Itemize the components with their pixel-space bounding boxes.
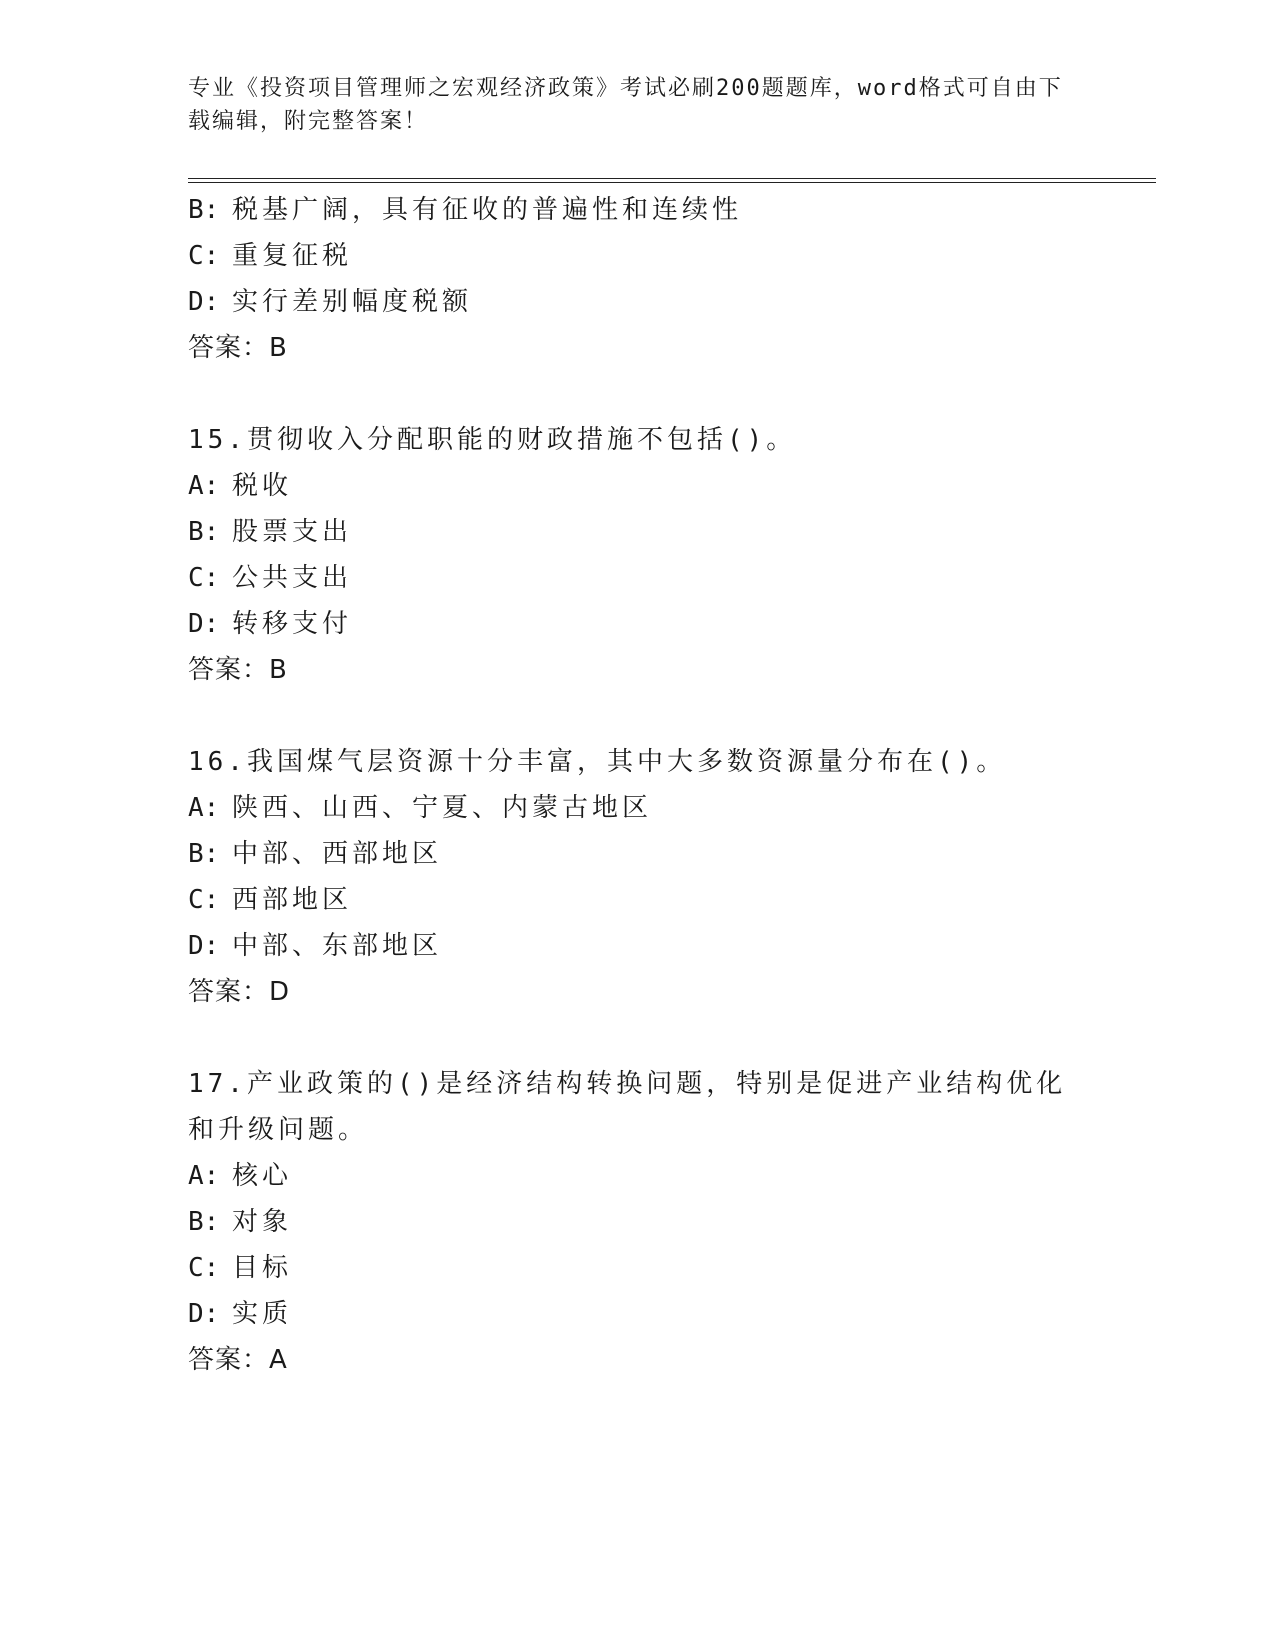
- option-letter: C:: [188, 563, 220, 593]
- option-text: 重复征税: [232, 241, 353, 271]
- option-d: [188, 601, 1088, 647]
- option-c: [188, 1245, 1088, 1291]
- answer-line: 答案：B: [188, 655, 288, 685]
- option-b: [188, 831, 1088, 877]
- option-text: 实质: [232, 1299, 293, 1329]
- option-letter: B:: [188, 1207, 220, 1237]
- option-c: [188, 233, 1088, 279]
- option-letter: D:: [188, 1299, 220, 1329]
- answer-line: 答案：A: [188, 1345, 288, 1375]
- question-text: 16.我国煤气层资源十分丰富，其中大多数资源量分布在()。: [188, 747, 1007, 777]
- question-block-16: [188, 739, 1088, 1015]
- answer-line: 答案：D: [188, 977, 291, 1007]
- option-text: 转移支付: [232, 609, 353, 639]
- question-text: 17.产业政策的()是经济结构转换问题，特别是促进产业结构优化和升级问题。: [188, 1069, 1067, 1145]
- option-d: [188, 923, 1088, 969]
- option-c: [188, 877, 1088, 923]
- option-text: 公共支出: [232, 563, 353, 593]
- question-block-15: [188, 417, 1088, 693]
- option-b: [188, 509, 1088, 555]
- spacer: [188, 693, 1088, 739]
- header-divider: [188, 178, 1156, 179]
- option-a: [188, 463, 1088, 509]
- option-letter: D:: [188, 931, 220, 961]
- question-block-14: [188, 187, 1088, 371]
- question-block-17: [188, 1061, 1088, 1383]
- option-letter: D:: [188, 609, 220, 639]
- option-letter: A:: [188, 471, 220, 501]
- option-b: [188, 1199, 1088, 1245]
- spacer: [188, 371, 1088, 417]
- option-text: 中部、西部地区: [232, 839, 443, 869]
- option-c: [188, 555, 1088, 601]
- option-text: 西部地区: [232, 885, 353, 915]
- option-text: 实行差别幅度税额: [232, 287, 473, 317]
- option-letter: B:: [188, 839, 220, 869]
- option-letter: A:: [188, 1161, 220, 1191]
- option-letter: C:: [188, 241, 220, 271]
- option-text: 股票支出: [232, 517, 353, 547]
- option-text: 陕西、山西、宁夏、内蒙古地区: [232, 793, 653, 823]
- option-text: 对象: [232, 1207, 293, 1237]
- option-text: 中部、东部地区: [232, 931, 443, 961]
- option-text: 税收: [232, 471, 293, 501]
- header-divider-second: [188, 182, 1156, 183]
- option-text: 目标: [232, 1253, 293, 1283]
- document-header: 专业《投资项目管理师之宏观经济政策》考试必刷200题题库，word格式可自由下载编辑，附完整答案！: [188, 76, 1063, 134]
- spacer: [188, 1015, 1088, 1061]
- option-letter: D:: [188, 287, 220, 317]
- option-d: [188, 1291, 1088, 1337]
- option-letter: B:: [188, 195, 220, 225]
- option-text: 核心: [232, 1161, 293, 1191]
- question-list: [188, 187, 1088, 1383]
- option-letter: B:: [188, 517, 220, 547]
- option-text: 税基广阔，具有征收的普遍性和连续性: [232, 195, 743, 225]
- option-b: [188, 187, 1088, 233]
- question-text: 15.贯彻收入分配职能的财政措施不包括()。: [188, 425, 797, 455]
- option-letter: A:: [188, 793, 220, 823]
- option-a: [188, 1153, 1088, 1199]
- option-letter: C:: [188, 1253, 220, 1283]
- answer-line: 答案：B: [188, 333, 288, 363]
- option-letter: C:: [188, 885, 220, 915]
- option-d: [188, 279, 1088, 325]
- option-a: [188, 785, 1088, 831]
